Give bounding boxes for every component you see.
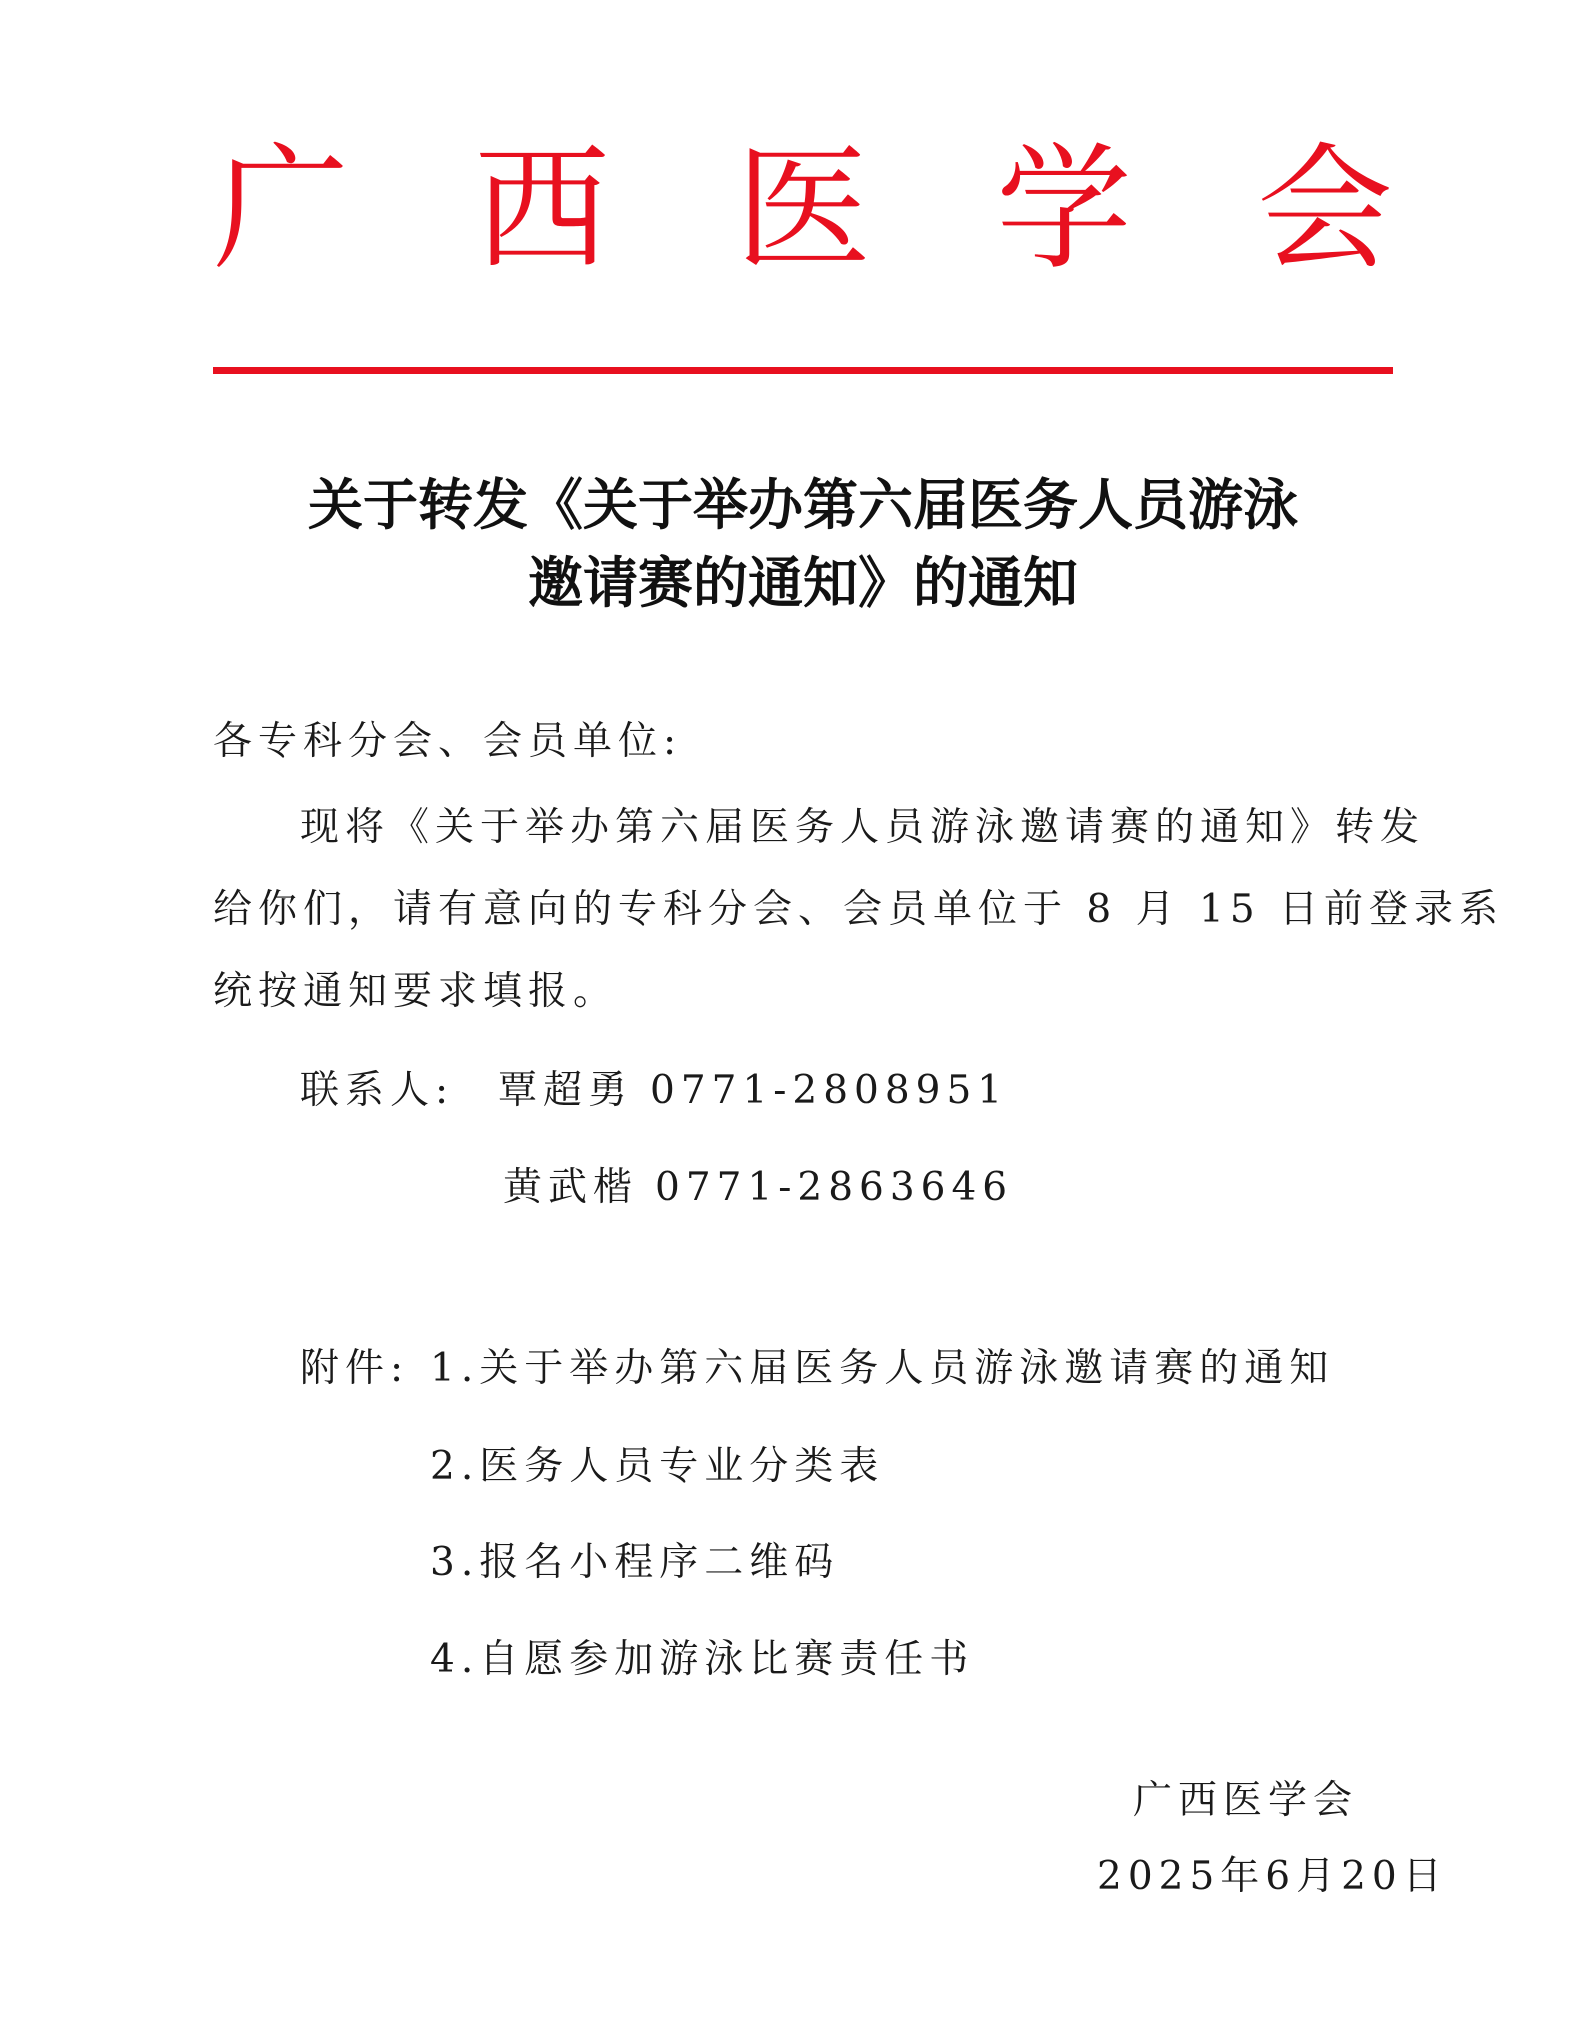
letterhead-title xyxy=(213,120,1393,300)
letterhead-char: 医 xyxy=(735,131,871,289)
contact-phone: 0771-2863646 xyxy=(655,1165,1014,1210)
body-line-1: 现将《关于举办第六届医务人员游泳邀请赛的通知》转发 xyxy=(300,805,1426,850)
signature-date: 2025年6月20日 xyxy=(1097,1854,1448,1899)
letterhead-char: 广 xyxy=(213,131,349,289)
contacts-label: 联系人: xyxy=(300,1068,455,1113)
contact-name: 覃超勇 xyxy=(498,1068,634,1113)
attachment-item: 2.医务人员专业分类表 xyxy=(430,1444,885,1489)
letterhead-char: 学 xyxy=(996,131,1132,289)
attachments-label: 附件: xyxy=(300,1346,410,1391)
body-line-3: 统按通知要求填报。 xyxy=(213,969,619,1014)
title-line-1: 关于转发《关于举办第六届医务人员游泳 xyxy=(307,472,1298,537)
attachment-item: 4.自愿参加游泳比赛责任书 xyxy=(430,1637,975,1682)
attachment-item: 3.报名小程序二维码 xyxy=(430,1540,840,1585)
letterhead-char: 西 xyxy=(474,131,610,289)
attachment-item: 1.关于举办第六届医务人员游泳邀请赛的通知 xyxy=(430,1346,1335,1391)
title-line-2: 邀请赛的通知》的通知 xyxy=(527,550,1078,615)
signature-org: 广西医学会 xyxy=(1133,1778,1359,1823)
letterhead-char: 会 xyxy=(1257,131,1393,289)
salutation: 各专科分会、会员单位: xyxy=(213,719,683,764)
document-title xyxy=(213,466,1393,622)
letterhead-divider xyxy=(213,367,1393,374)
contact-phone: 0771-2808951 xyxy=(650,1068,1009,1113)
body-line-2: 给你们，请有意向的专科分会、会员单位于 8 月 15 日前登录系 xyxy=(213,887,1505,932)
contact-name: 黄武楷 xyxy=(503,1165,639,1210)
